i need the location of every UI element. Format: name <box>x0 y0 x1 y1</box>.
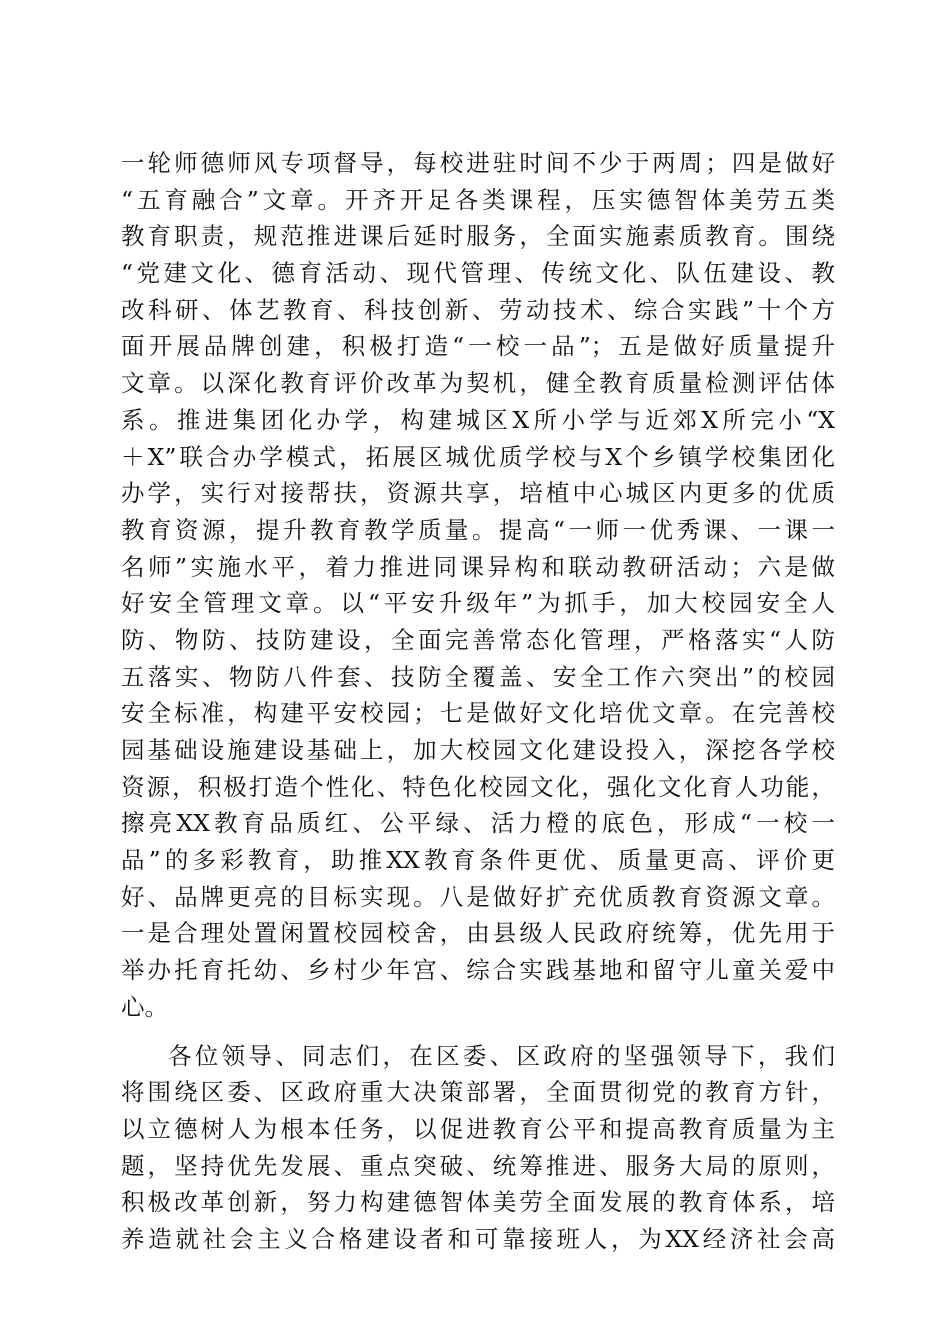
paragraph-spacing <box>121 1026 835 1038</box>
text-line: 一轮师德师风专项督导，每校进驻时间不少于两周；四是做好 <box>121 149 835 177</box>
text-line: 一是合理处置闲置校园校舍，由县级人民政府统筹，优先用于 <box>121 919 835 948</box>
document-body <box>121 145 835 1258</box>
text-line: 五落实、物防八件套、技防全覆盖、安全工作六突出”的校园 <box>121 662 835 691</box>
text-line: 面开展品牌创建，积极打造“一校一品”；五是做好质量提升 <box>121 332 835 361</box>
text-line: 防、物防、技防建设，全面完善常态化管理，严格落实“人防 <box>121 625 835 654</box>
text-line: 心。 <box>121 992 168 1021</box>
text-line: 养造就社会主义合格建设者和可靠接班人，为XX经济社会高 <box>121 1224 835 1253</box>
text-line: 系。推进集团化办学，构建城区X所小学与近郊X所完小“X <box>121 405 836 434</box>
text-line: ＋X”联合办学模式，拓展区城优质学校与X个乡镇学校集团化 <box>121 442 835 471</box>
text-line: 好、品牌更亮的目标实现。八是做好扩充优质教育资源文章。 <box>121 882 835 911</box>
text-line: 名师”实施水平，着力推进同课异构和联动教研活动；六是做 <box>121 552 835 581</box>
text-line: 题，坚持优先发展、重点突破、统筹推进、服务大局的原则， <box>121 1151 835 1180</box>
paragraph-1 <box>121 145 835 1026</box>
text-line: 举办托育托幼、乡村少年宫、综合实践基地和留守儿童关爱中 <box>121 956 835 985</box>
text-line: 教育资源，提升教育教学质量。提高“一师一优秀课、一课一 <box>121 515 835 544</box>
text-line: 各位领导、同志们，在区委、区政府的坚强领导下，我们 <box>168 1041 835 1070</box>
text-line: 擦亮XX教育品质红、公平绿、活力橙的底色，形成“一校一 <box>121 809 835 838</box>
text-line: “五育融合”文章。开齐开足各类课程，压实德智体美劳五类 <box>121 185 835 214</box>
text-line: 教育职责，规范推进课后延时服务，全面实施素质教育。围绕 <box>121 222 835 251</box>
text-line: 积极改革创新，努力构建德智体美劳全面发展的教育体系，培 <box>121 1188 835 1217</box>
text-line: 改科研、体艺教育、科技创新、劳动技术、综合实践”十个方 <box>121 295 835 324</box>
text-line: 文章。以深化教育评价改革为契机，健全教育质量检测评估体 <box>121 369 835 398</box>
text-line: 安全标准，构建平安校园；七是做好文化培优文章。在完善校 <box>121 699 835 728</box>
text-line: 将围绕区委、区政府重大决策部署，全面贯彻党的教育方针， <box>121 1078 835 1107</box>
text-line: “党建文化、德育活动、现代管理、传统文化、队伍建设、教 <box>121 259 835 288</box>
paragraph-2 <box>121 1038 835 1258</box>
text-line: 园基础设施建设基础上，加大校园文化建设投入，深挖各学校 <box>121 736 835 764</box>
text-line: 以立德树人为根本任务，以促进教育公平和提高教育质量为主 <box>121 1114 835 1143</box>
text-line: 资源，积极打造个性化、特色化校园文化，强化文化育人功能， <box>121 772 835 801</box>
text-line: 好安全管理文章。以“平安升级年”为抓手，加大校园安全人 <box>121 589 835 618</box>
text-line: 品”的多彩教育，助推XX教育条件更优、质量更高、评价更 <box>121 846 835 875</box>
text-line: 办学，实行对接帮扶，资源共享，培植中心城区内更多的优质 <box>121 479 835 508</box>
